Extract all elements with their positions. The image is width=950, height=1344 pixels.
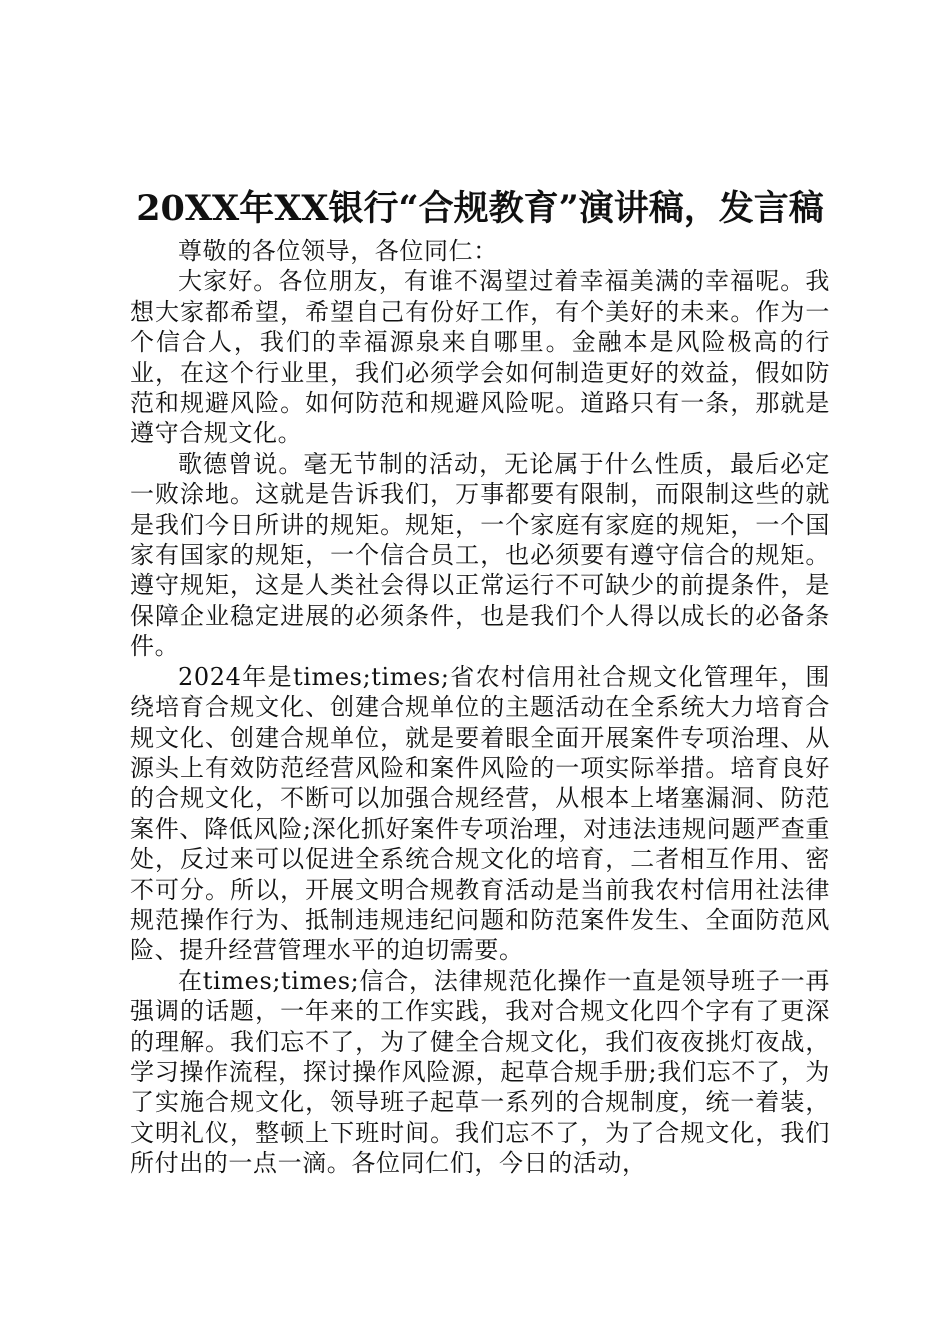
paragraph-3: 2024年是times;times;省农村信用社合规文化管理年，围绕培育合规文化、创建合规单位的主题活动在全系统大力培育合规文化、创建合规单位，就是要着眼全面开展案件专项治理、从源头上有效防范经营风险和案件风险的一项实际举措。培育良好的合规文化，不断可以加强合规经营，从根本上堵塞漏洞、防范案件、降低风险;深化抓好案件专项治理，对违法违规问题严查重处，反过来可以促进全系统合规文化的培育，二者相互作用、密不可分。所以，开展文明合规教育活动是当前我农村信用社法律规范操作行为、抵制违规违纪问题和防范案件发生、全面防范风险、提升经营管理水平的迫切需要。 (130, 662, 830, 965)
paragraph-2: 歌德曾说。毫无节制的活动，无论属于什么性质，最后必定一败涂地。这就是告诉我们，万事都要有限制，而限制这些的就是我们今日所讲的规矩。规矩，一个家庭有家庭的规矩，一个国家有国家的规矩，一个信合员工，也必须要有遵守信合的规矩。遵守规矩，这是人类社会得以正常运行不可缺少的前提条件，是保障企业稳定进展的必须条件，也是我们个人得以成长的必备条件。 (130, 449, 830, 661)
document-page (130, 186, 830, 1179)
paragraph-1: 大家好。各位朋友，有谁不渴望过着幸福美满的幸福呢。我想大家都希望，希望自己有份好工作，有个美好的未来。作为一个信合人，我们的幸福源泉来自哪里。金融本是风险极高的行业，在这个行业里，我们必须学会如何制造更好的效益，假如防范和规避风险。如何防范和规避风险呢。道路只有一条，那就是遵守合规文化。 (130, 267, 830, 448)
paragraph-4: 在times;times;信合，法律规范化操作一直是领导班子一再强调的话题，一年来的工作实践，我对合规文化四个字有了更深的理解。我们忘不了，为了健全合规文化，我们夜夜挑灯夜战，学习操作流程，探讨操作风险源，起草合规手册;我们忘不了，为了实施合规文化，领导班子起草一系列的合规制度，统一着装，文明礼仪，整顿上下班时间。我们忘不了，为了合规文化，我们所付出的一点一滴。各位同仁们，今日的活动， (130, 966, 830, 1178)
salutation: 尊敬的各位领导，各位同仁： (178, 237, 498, 265)
document-title: 20XX年XX银行“合规教育”演讲稿，发言稿 (136, 188, 824, 229)
